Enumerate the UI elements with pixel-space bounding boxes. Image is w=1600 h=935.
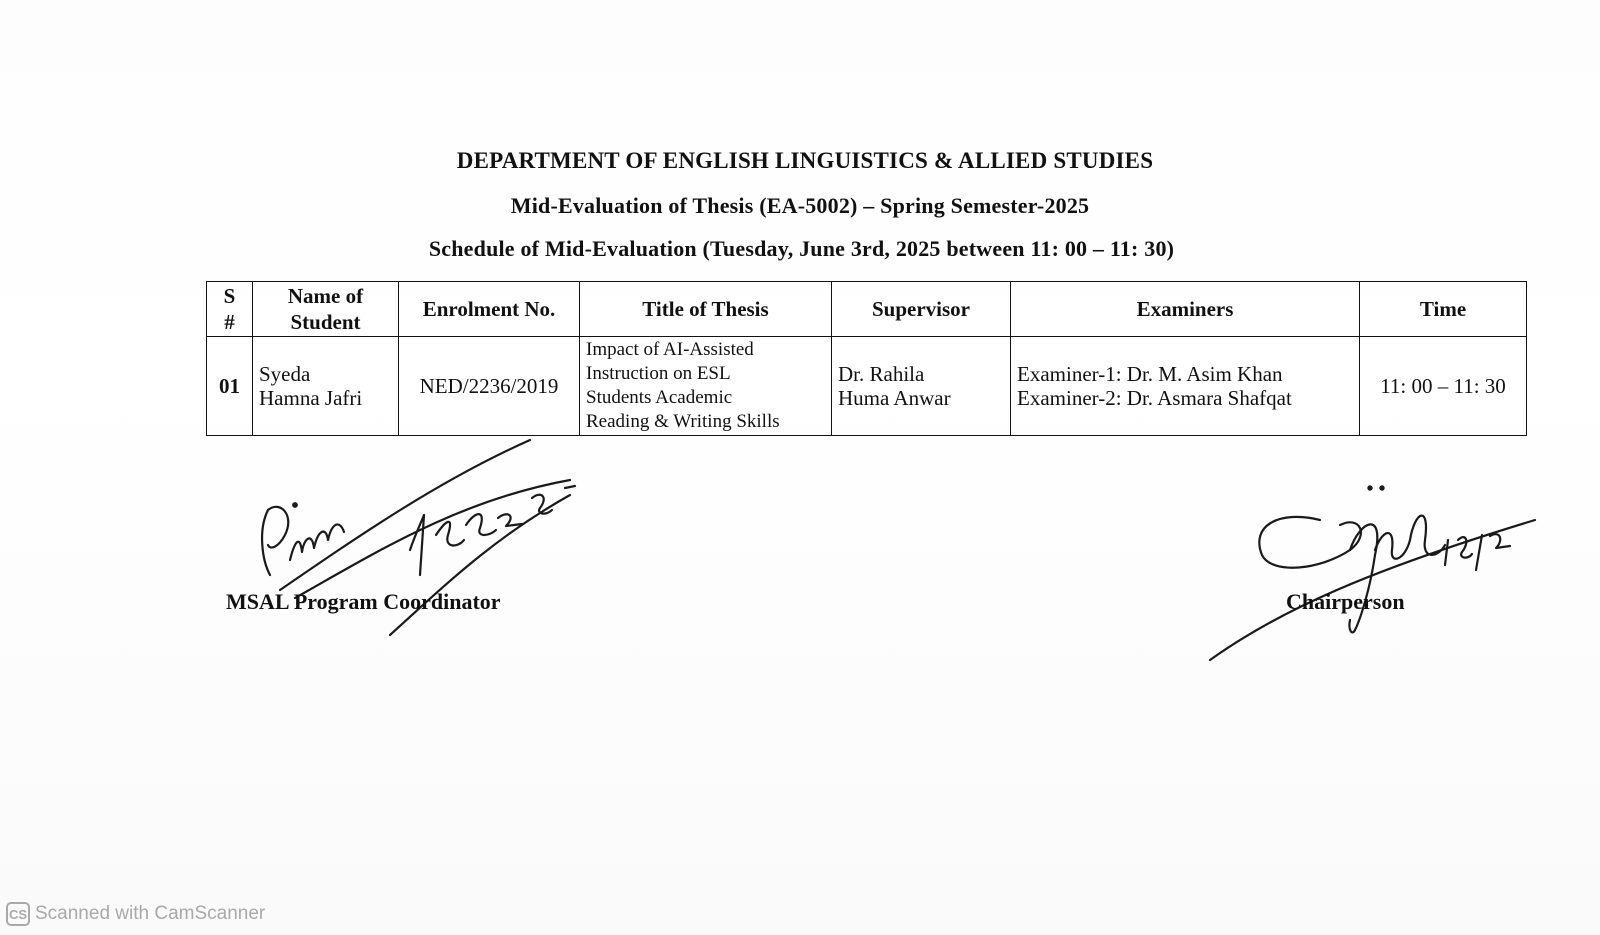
table-row: [207, 337, 1527, 436]
cell-thesis-title: [580, 337, 832, 436]
header-examiners: Examiners: [1011, 282, 1360, 337]
header-name-line1: Name of: [287, 284, 364, 308]
table-header-row: [207, 282, 1527, 337]
camscanner-watermark: [6, 902, 265, 926]
thesis-title-line3: Students Academic: [586, 387, 733, 408]
cell-supervisor: [832, 337, 1011, 436]
chairperson-signature: [1210, 480, 1550, 670]
schedule-title: Schedule of Mid-Evaluation (Tuesday, June 3rd, 2025 between 11: 00 – 11: 30): [428, 236, 1175, 261]
header-student-name: [253, 282, 399, 337]
student-name-line1: Syeda: [259, 362, 311, 386]
header-name-line2: Student: [290, 310, 361, 334]
examiner-2: Examiner-2: Dr. Asmara Shafqat: [1017, 386, 1292, 410]
examiner-1: Examiner-1: Dr. M. Asim Khan: [1017, 362, 1283, 386]
chairperson-label: Chairperson: [1286, 589, 1405, 614]
evaluation-subtitle: Mid-Evaluation of Thesis (EA-5002) – Spring Semester-2025: [510, 193, 1090, 218]
header-serial-line1: S: [223, 284, 236, 308]
header-thesis-title: Title of Thesis: [580, 282, 832, 337]
cell-examiners: [1011, 337, 1360, 436]
thesis-title-line1: Impact of AI-Assisted: [586, 339, 754, 360]
header-supervisor: Supervisor: [832, 282, 1011, 337]
header-serial-number: [207, 282, 253, 337]
camscanner-logo-icon: CS: [6, 902, 30, 926]
supervisor-line2: Huma Anwar: [838, 386, 951, 410]
coordinator-label: MSAL Program Coordinator: [226, 589, 501, 614]
thesis-title-line2: Instruction on ESL: [586, 363, 731, 384]
student-name-line2: Hamna Jafri: [259, 386, 363, 410]
coordinator-signature: [240, 440, 600, 650]
schedule-table: [206, 281, 1527, 436]
header-serial-line2: #: [224, 310, 235, 334]
cell-enrolment: NED/2236/2019: [399, 337, 580, 436]
header-enrolment: Enrolment No.: [399, 282, 580, 337]
cell-serial-number: 01: [207, 337, 253, 436]
department-heading: DEPARTMENT OF ENGLISH LINGUISTICS & ALLIED STUDIES: [456, 148, 1154, 173]
supervisor-line1: Dr. Rahila: [838, 362, 925, 386]
cell-student-name: [253, 337, 399, 436]
thesis-title-line4: Reading & Writing Skills: [586, 411, 780, 432]
cell-time: 11: 00 – 11: 30: [1360, 337, 1527, 436]
camscanner-text: Scanned with CamScanner: [35, 903, 266, 924]
header-time: Time: [1360, 282, 1527, 337]
